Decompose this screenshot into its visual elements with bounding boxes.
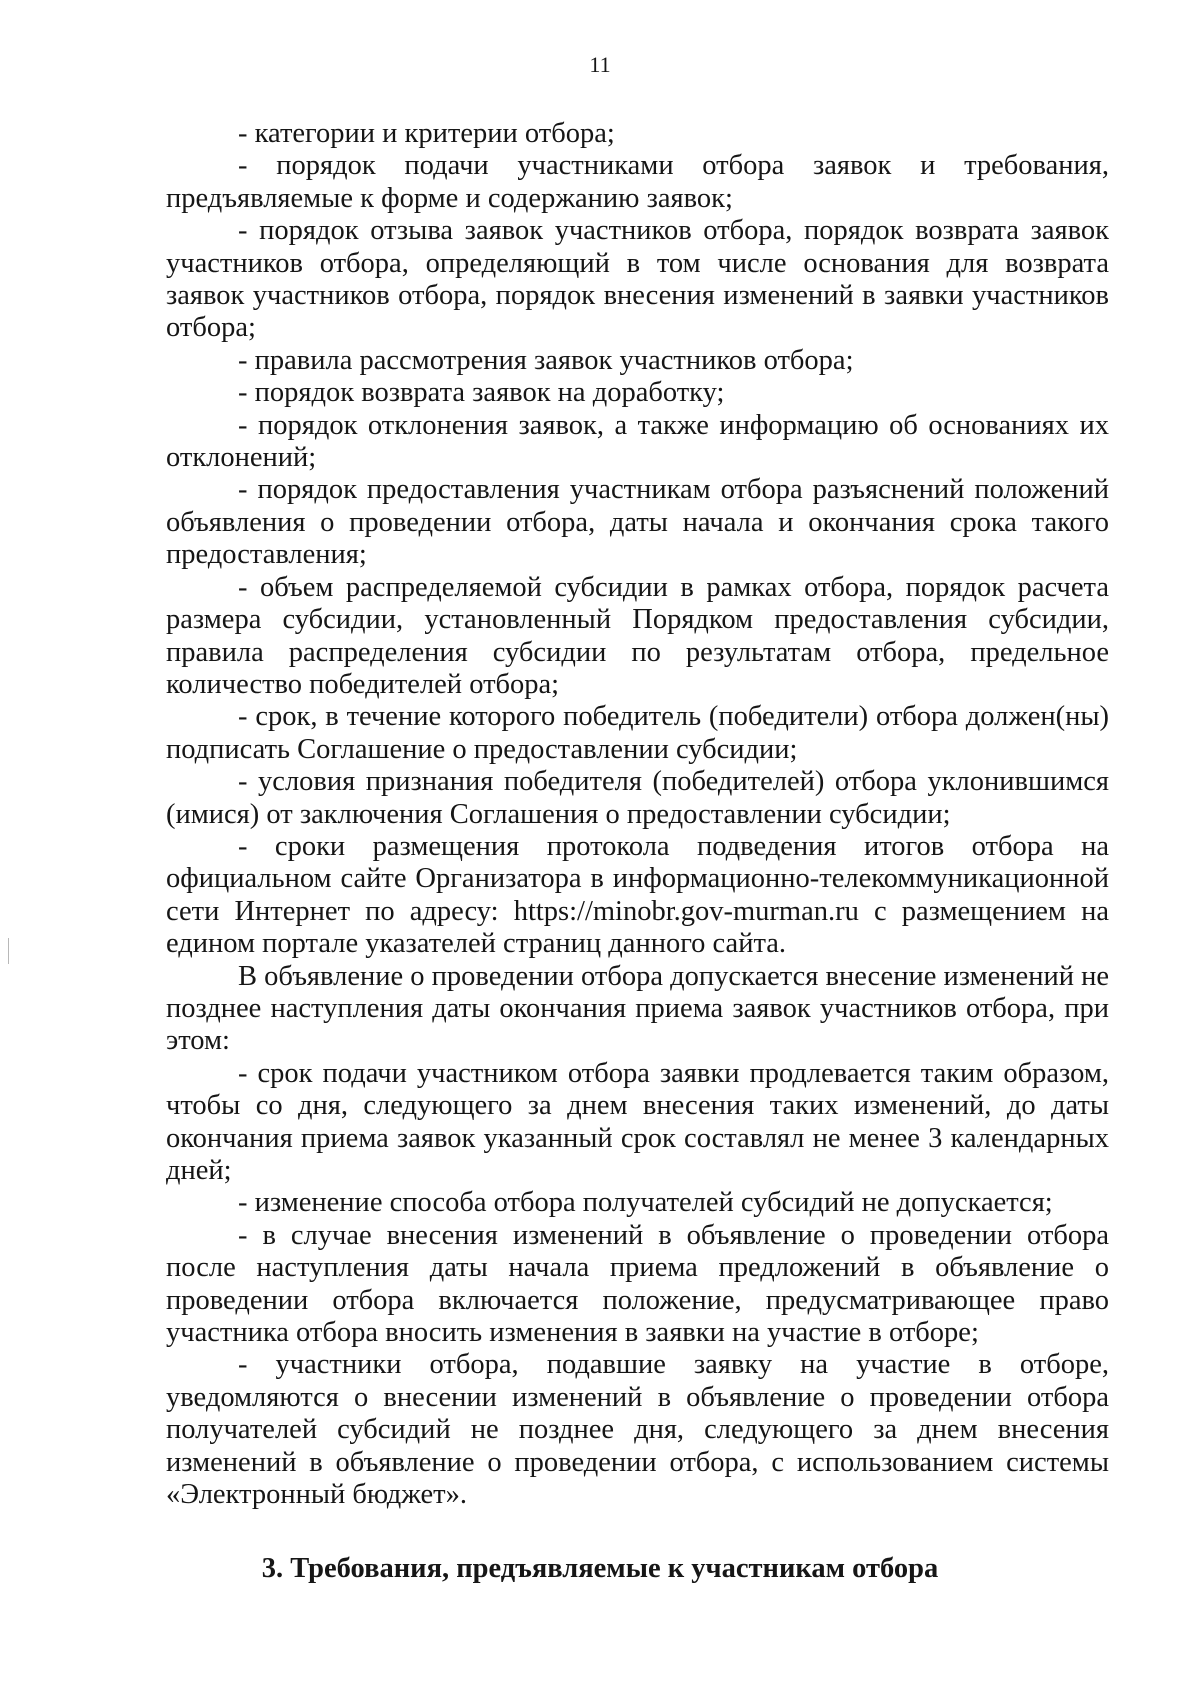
list-item-subsidy-volume: - объем распределяемой субсидии в рамках отбора, порядок расчета размера субсидии, установленный Порядком предоставления субсидии, правила распределения субсидии по результатам отбора, предельное количество победителей отбора; [166, 571, 1109, 700]
list-item-application-withdrawal: - порядок отзыва заявок участников отбора, порядок возврата заявок участников отбора, определяющий в том числе основания для возврата заявок участников отбора, порядок внесения изменений в заявки участников отбора; [166, 215, 1109, 344]
paragraph-announcement-changes: В объявление о проведении отбора допускается внесение изменений не позднее наступления даты окончания приема заявок участников отбора, при этом: [166, 960, 1109, 1057]
section-heading: 3. Требования, предъявляемые к участникам отбора [261, 1553, 939, 1584]
list-item-rejection-procedure: - порядок отклонения заявок, а также информацию об основаниях их отклонений; [166, 409, 1109, 474]
list-item-participant-rights: - в случае внесения изменений в объявление о проведении отбора после наступления даты начала приема предложений в объявление о проведении отбора включается положение, предусматривающее право участника отбора вносить изменения в заявки на участие в отборе; [166, 1219, 1109, 1349]
document-body [166, 118, 1109, 1511]
list-item-return-for-revision: - порядок возврата заявок на доработку; [238, 377, 725, 409]
scan-edge-mark [8, 938, 9, 964]
list-item-application-submission: - порядок подачи участниками отбора заявок и требования, предъявляемые к форме и содержанию заявок; [166, 150, 1109, 214]
page-number: 11 [589, 52, 611, 77]
list-item-selection-criteria: - категории и критерии отбора; [238, 118, 615, 149]
list-item-evasion-conditions: - условия признания победителя (победителей) отбора уклонившимся (имися) от заключения Соглашения о предоставлении субсидии; [166, 766, 1109, 830]
list-item-review-rules: - правила рассмотрения заявок участников отбора; [238, 344, 854, 376]
list-item-protocol-publication: - сроки размещения протокола подведения итогов отбора на официальном сайте Организатора в информационно-телекоммуникационной сети Интернет по адресу: https://minobr.gov-murman.ru с размещением на едином портале указателей страниц данного сайта. [166, 830, 1109, 960]
list-item-deadline-extension: - срок подачи участником отбора заявки продлевается таким образом, чтобы со дня, следующего за днем внесения таких изменений, до даты окончания приема заявок указанный срок составлял не менее 3 календарных дней; [166, 1057, 1109, 1186]
list-item-clarifications: - порядок предоставления участникам отбора разъяснений положений объявления о проведении отбора, даты начала и окончания срока такого предоставления; [166, 474, 1109, 571]
list-item-method-unchanged: - изменение способа отбора получателей субсидий не допускается; [238, 1187, 1053, 1219]
list-item-signing-deadline: - срок, в течение которого победитель (победители) отбора должен(ны) подписать Соглашение о предоставлении субсидии; [166, 701, 1109, 765]
list-item-participant-notification: - участники отбора, подавшие заявку на участие в отборе, уведомляются о внесении изменений в объявление о проведении отбора получателей субсидий не позднее дня, следующего за днем внесения изменений в объявление о проведении отбора, с использованием системы «Электронный бюджет». [166, 1349, 1109, 1511]
